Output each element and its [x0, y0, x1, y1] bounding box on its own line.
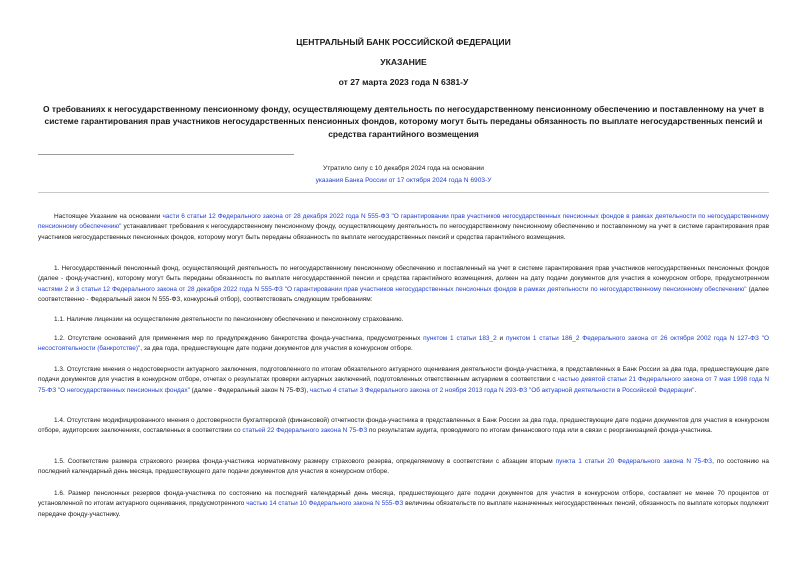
- intro-paragraph: [38, 212, 769, 243]
- p1-3-text-1: 1.3. Отсутствие мнения о недостоверности актуарного заключения, подготовленного по итогам обязательного актуарного оценивания деятельности фонда-участника, в представленных в Банк России за два года, предшествующие дате подачи документов для участия в конкурсном отборе, отчетах о результатах проверки актуарных заключений, подготовленных ответственным актуарием в соответствии с: [38, 366, 769, 384]
- law-555-part-6-art-12-link[interactable]: части 6 статьи 12 Федерального закона от 28 декабря 2022 года N 555-ФЗ "О гарантировании прав участников негосударственных пенсионных фондов в рамках деятельности по негосударственному пенсионному обеспечению": [38, 213, 769, 231]
- law-75-art-22-link[interactable]: статьей 22 Федерального закона N 75-ФЗ: [242, 427, 368, 435]
- parts-2-link[interactable]: частями 2: [38, 285, 69, 293]
- p1-2-text-1: 1.2. Отсутствие оснований для применения мер по предупреждению банкротства фонда-участника, предусмотренных: [54, 335, 424, 342]
- paragraph-1-4: [38, 416, 769, 437]
- status-note: Утратило силу с 10 декабря 2024 года на основании: [323, 165, 484, 172]
- paragraph-1-2: [38, 334, 769, 355]
- document-date-number: от 27 марта 2023 года N 6381-У: [338, 77, 469, 87]
- p1-6-text-2: величины обязательств по выплате назначенных негосударственных пенсий, обязанность по выплате которых подлежит передаче фонду-участнику.: [38, 500, 769, 518]
- paragraph-1-1: 1.1. Наличие лицензии на осуществление деятельности по пенсионному обеспечению и пенсионному страхованию.: [54, 316, 404, 323]
- status-basis-line: [0, 175, 807, 187]
- art-183-2-link[interactable]: пунктом 1 статьи 183_2: [423, 335, 497, 342]
- law-555-art-10-link[interactable]: частью 14 статьи 10 Федерального закона N 555-ФЗ: [246, 500, 404, 508]
- p1-2-text-2: и: [496, 335, 506, 342]
- intro-text-2: устанавливает требования к негосударственному пенсионному фонду, осуществляющему деятельность по негосударственному пенсионному обеспечению и поставленному на учет в системе гарантирования прав участников негосударственных пенсионных фондов, которому могут быть переданы обязанность по выплате негосударственных пенсий и средства гарантийного возмещения.: [38, 223, 769, 241]
- paragraph-1-6: [38, 489, 769, 520]
- basis-document-link[interactable]: указания Банка России от 17 октября 2024 года N 6903-У: [315, 177, 492, 184]
- paragraph-1-5: [38, 457, 769, 478]
- law-75-art-21-link[interactable]: частью девятой статьи 21 Федерального закона от 7 мая 1998 года N 75-ФЗ "О негосударственных пенсионных фондах": [38, 376, 769, 394]
- status-divider: [38, 192, 769, 193]
- p1-3-text-3: .: [694, 386, 697, 394]
- p1-6-text-1: 1.6. Размер пенсионных резервов фонда-участника по состоянию на последний календарный день месяца, предшествующего дате подачи документов для участия в конкурсном отборе, составляет не менее 70 процентов от установленной по итогам актуарного оценивания, предусмотренного: [38, 490, 769, 508]
- p1-4-text-2: по результатам аудита, проводимого по итогам финансового года или в связи с реорганизацией фонда-участника.: [367, 427, 713, 435]
- paragraph-1-3: [38, 365, 769, 396]
- law-293-actuarial-link[interactable]: частью 4 статьи 3 Федерального закона от 2 ноября 2013 года N 293-ФЗ "Об актуарной деятельности в Российской Федерации": [309, 386, 695, 394]
- document-title: О требованиях к негосударственному пенсионному фонду, осуществляющему деятельность по негосударственному пенсионному обеспечению и поставленному на учет в системе гарантирования прав участников негосударственных пенсионных фондов, которому могут быть переданы обязанность по выплате негосударственных пенсий и средства гарантийного возмещения: [43, 104, 764, 139]
- p1-4-text-1: 1.4. Отсутствие модифицированного мнения о достоверности бухгалтерской (финансовой) отчетности фонда-участника в представленных в Банк России за два года, предшествующие дате подачи документов для участия в конкурсном отборе, аудиторских заключениях, составленных в соответствии со: [38, 417, 769, 435]
- p1-text-3: (далее соответственно - Федеральный закон N 555-ФЗ, конкурсный отбор), соответствовать следующим требованиям:: [38, 285, 769, 304]
- law-127-bankruptcy-link[interactable]: пунктом 1 статьи 186_2 Федерального закона от 26 октября 2002 года N 127-ФЗ "О несостоятельности (банкротстве)": [38, 335, 769, 353]
- issuer-heading: ЦЕНТРАЛЬНЫЙ БАНК РОССИЙСКОЙ ФЕДЕРАЦИИ: [296, 37, 511, 47]
- title-divider: [38, 154, 294, 155]
- law-75-art-20-link[interactable]: пункта 1 статьи 20 Федерального закона N 75-ФЗ: [555, 458, 713, 465]
- intro-text-1: Настоящее Указание на основании: [54, 213, 163, 220]
- document-type: УКАЗАНИЕ: [380, 57, 427, 67]
- p1-5-text-1: 1.5. Соответствие размера страхового резерва фонда-участника нормативному размеру страхового резерва, определяемому в соответствии с абзацем вторым: [54, 458, 556, 465]
- p1-2-text-3: , за два года, предшествующие дате подачи документов для участия в конкурсном отборе.: [140, 345, 413, 353]
- p1-5-text-2: , по состоянию на последний календарный день месяца, предшествующего дате подачи документов для участия в конкурсном отборе.: [38, 458, 770, 476]
- paragraph-1: [38, 264, 769, 306]
- p1-text-1: 1. Негосударственный пенсионный фонд, осуществляющий деятельность по негосударственному пенсионному обеспечению и поставленный на учет в системе гарантирования прав участников негосударственных пенсионных фондов (далее - фонд-участник), которому могут быть переданы обязанность по выплате негосударственной пенсии и средства гарантийного возмещения, должен на дату подачи документов для участия в конкурсном отборе, предусмотренном: [38, 265, 769, 283]
- p1-text-2: и: [68, 285, 76, 293]
- p1-3-text-2: (далее - Федеральный закон N 75-ФЗ),: [189, 386, 310, 394]
- art-12-law-555-link[interactable]: 3 статьи 12 Федерального закона от 28 декабря 2022 года N 555-ФЗ "О гарантировании прав участников негосударственных пенсионных фондов в рамках деятельности по негосударственному пенсионному обеспечению": [75, 285, 747, 293]
